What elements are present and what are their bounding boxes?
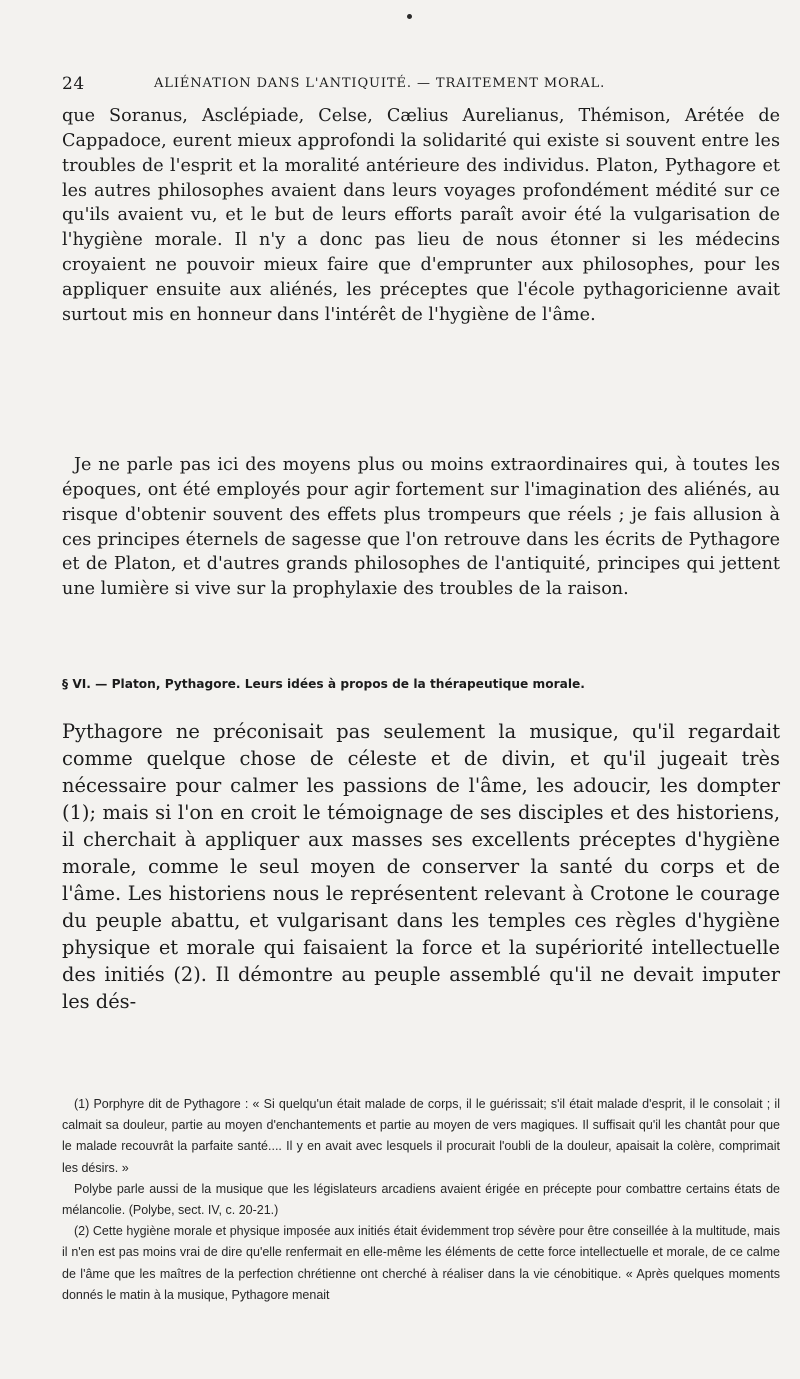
paragraph-2: Je ne parle pas ici des moyens plus ou moins extraordinaires qui, à toutes les époques, ont été employés pour agir fortement sur l'imagination des aliénés, au risque d'obtenir souvent des effets plus trompeurs que réels ; je fais allusion à ces principes éternels de sagesse que l'on retrouve dans les écrits de Pythagore et de Platon, et d'autres grands philosophes de l'antiquité, principes qui jettent une lumière si vive sur la prophylaxie des troubles de la raison. xyxy=(62,455,780,600)
running-title: ALIÉNATION DANS L'ANTIQUITÉ. — TRAITEMENT MORAL. xyxy=(154,76,606,91)
section-paragraph: Pythagore ne préconisait pas seulement la musique, qu'il regardait comme quelque chose de céleste et de divin, et qu'il jugeait très nécessaire pour calmer les passions de l'âme, les adoucir, les dompter (1); mais si l'on en croit le témoignage de ses disciples et des historiens, il cherchait à appliquer aux masses ses excellents préceptes d'hygiène morale, comme le seul moyen de conserver la santé du corps et de l'âme. Les historiens nous le représentent relevant à Crotone le courage du peuple abattu, et vulgarisant dans les temples ces règles d'hygiène physique et morale qui faisaient la force et la supériorité intellectuelle des initiés (2). Il démontre au peuple assemblé qu'il ne devait imputer les dés- xyxy=(62,720,780,1014)
footnote-1-continuation: Polybe parle aussi de la musique que les législateurs arcadiens avaient érigée en précepte pour combattre certains états de mélancolie. (Polybe, sect. IV, c. 20-21.) xyxy=(62,1181,780,1218)
section-heading: § VI. — Platon, Pythagore. Leurs idées à propos de la thérapeutique morale. xyxy=(62,677,585,691)
footnote-1: (1) Porphyre dit de Pythagore : « Si quelqu'un était malade de corps, il le guérissait; s'il était malade d'esprit, il le consolait ; il calmait sa douleur, partie au moyen d'enchantements et partie au moyen de vers magiques. Il suffisait qu'il les chantât pour que le malade recouvrât la parfaite santé.... Il y en avait avec lesquels il procurait l'oubli de la douleur, apaisait la colère, comprimait les désirs. » xyxy=(62,1097,780,1175)
footnotes xyxy=(62,1094,780,1306)
running-head xyxy=(62,74,780,98)
ink-speck xyxy=(407,14,412,19)
footnote-2: (2) Cette hygiène morale et physique imposée aux initiés était évidemment trop sévère pour être conseillée à la multitude, mais il n'en est pas moins vrai de dire qu'elle renfermait en elle-même les éléments de cette force intellectuelle et morale, de ce calme de l'âme que les maîtres de la perfection chrétienne ont cherché à réaliser dans la vie cénobitique. « Après quelques moments donnés le matin à la musique, Pythagore menait xyxy=(62,1224,780,1302)
paragraph-1: que Soranus, Asclépiade, Celse, Cælius Aurelianus, Thémison, Arétée de Cappadoce, eurent mieux approfondi la solidarité qui existe si souvent entre les troubles de l'esprit et la moralité antérieure des individus. Platon, Pythagore et les autres philosophes avaient dans leurs voyages profondément médité sur ce qu'ils avaient vu, et le but de leurs efforts paraît avoir été la vulgarisation de l'hygiène morale. Il n'y a donc pas lieu de nous étonner si les médecins croyaient ne pouvoir mieux faire que d'emprunter aux philosophes, pour les appliquer ensuite aux aliénés, les préceptes que l'école pythagoricienne avait surtout mis en honneur dans l'intérêt de l'hygiène de l'âme. xyxy=(62,106,780,325)
page-number: 24 xyxy=(62,74,85,94)
